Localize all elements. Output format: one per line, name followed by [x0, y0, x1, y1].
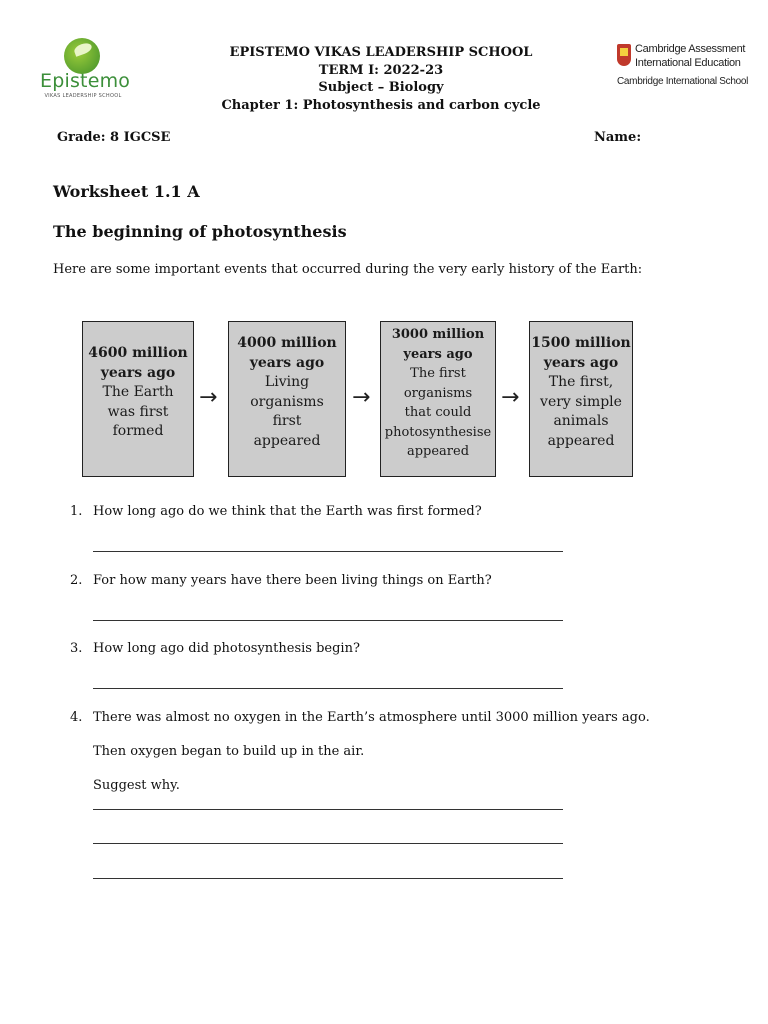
timeline-box	[529, 321, 633, 477]
subject: Subject – Biology	[318, 80, 444, 95]
answer-line-4c[interactable]	[93, 878, 563, 879]
intro-text: Here are some important events that occurred during the very early history of the Earth:	[53, 262, 643, 277]
term: TERM I: 2022-23	[318, 62, 444, 78]
timeline-box-heading: years ago	[403, 346, 473, 362]
timeline-box-heading: 1500 million	[531, 335, 631, 351]
cambridge-logo-line3: Cambridge International School	[617, 76, 749, 87]
epistemo-logo	[40, 38, 131, 102]
timeline-box-text: appeared	[406, 444, 470, 459]
question-4	[70, 710, 650, 725]
cambridge-shield-icon	[617, 44, 631, 66]
timeline-box-text: that could	[404, 405, 472, 420]
timeline-box-heading: years ago	[543, 354, 619, 371]
school-name: EPISTEMO VIKAS LEADERSHIP SCHOOL	[229, 45, 533, 60]
cambridge-logo-line2: International Education	[635, 57, 741, 69]
question-text: For how many years have there been living things on Earth?	[93, 573, 492, 588]
cambridge-logo	[614, 42, 749, 90]
timeline-box-text: appeared	[253, 432, 321, 449]
timeline-box-text: organisms	[403, 385, 473, 401]
timeline-box	[228, 321, 346, 477]
answer-line-3[interactable]	[93, 688, 563, 689]
timeline-box-heading: 3000 million	[391, 327, 485, 342]
logo-subtitle: VIKAS LEADERSHIP SCHOOL	[44, 93, 122, 99]
logo-wordmark: Epistemo	[40, 70, 131, 92]
timeline-box-heading: 4600 million	[88, 345, 188, 361]
arrow-right-icon: →	[501, 385, 520, 410]
question-4-line-2: Then oxygen began to build up in the air.	[93, 744, 365, 759]
timeline-box	[82, 321, 194, 477]
timeline-box-text: first	[272, 413, 302, 429]
chapter: Chapter 1: Photosynthesis and carbon cycle	[221, 97, 541, 113]
question-3	[70, 641, 360, 656]
question-number: 1.	[70, 504, 83, 519]
grade-label: Grade: 8 IGCSE	[57, 130, 171, 145]
question-number: 4.	[70, 710, 83, 725]
section-title: The beginning of photosynthesis	[53, 222, 347, 241]
timeline-box-text: animals	[553, 413, 609, 429]
question-text: There was almost no oxygen in the Earth’s atmosphere until 3000 million years ago.	[93, 710, 650, 725]
timeline-box-text: very simple	[540, 393, 622, 410]
timeline-box-text: appeared	[547, 432, 615, 449]
cambridge-logo-line1: Cambridge Assessment	[635, 43, 746, 55]
timeline-box-text: The first,	[548, 374, 614, 390]
name-label: Name:	[594, 130, 642, 145]
timeline-box	[380, 321, 496, 477]
answer-line-2[interactable]	[93, 620, 563, 621]
question-text: How long ago do we think that the Earth was first formed?	[93, 504, 482, 519]
answer-line-4a[interactable]	[93, 809, 563, 810]
timeline-box-text: photosynthesise	[384, 424, 492, 440]
timeline-box-text: organisms	[250, 393, 324, 410]
question-number: 2.	[70, 573, 83, 588]
timeline-box-text: was first	[107, 403, 169, 420]
question-4-line-3: Suggest why.	[93, 778, 180, 793]
question-1	[70, 504, 482, 519]
arrow-right-icon: →	[199, 385, 218, 410]
answer-line-1[interactable]	[93, 551, 563, 552]
timeline-box-text: The first	[410, 366, 466, 381]
question-text: How long ago did photosynthesis begin?	[93, 641, 360, 656]
timeline-box-heading: years ago	[249, 354, 325, 371]
question-number: 3.	[70, 641, 83, 656]
timeline-box-heading: years ago	[100, 364, 176, 381]
answer-line-4b[interactable]	[93, 843, 563, 844]
timeline-box-text: The Earth	[102, 384, 174, 400]
arrow-right-icon: →	[352, 385, 371, 410]
timeline-box-text: formed	[112, 423, 164, 439]
worksheet-title: Worksheet 1.1 A	[53, 182, 200, 201]
timeline-box-heading: 4000 million	[237, 335, 337, 351]
timeline-box-text: Living	[264, 374, 310, 390]
document-header	[200, 44, 562, 114]
question-2	[70, 573, 492, 588]
